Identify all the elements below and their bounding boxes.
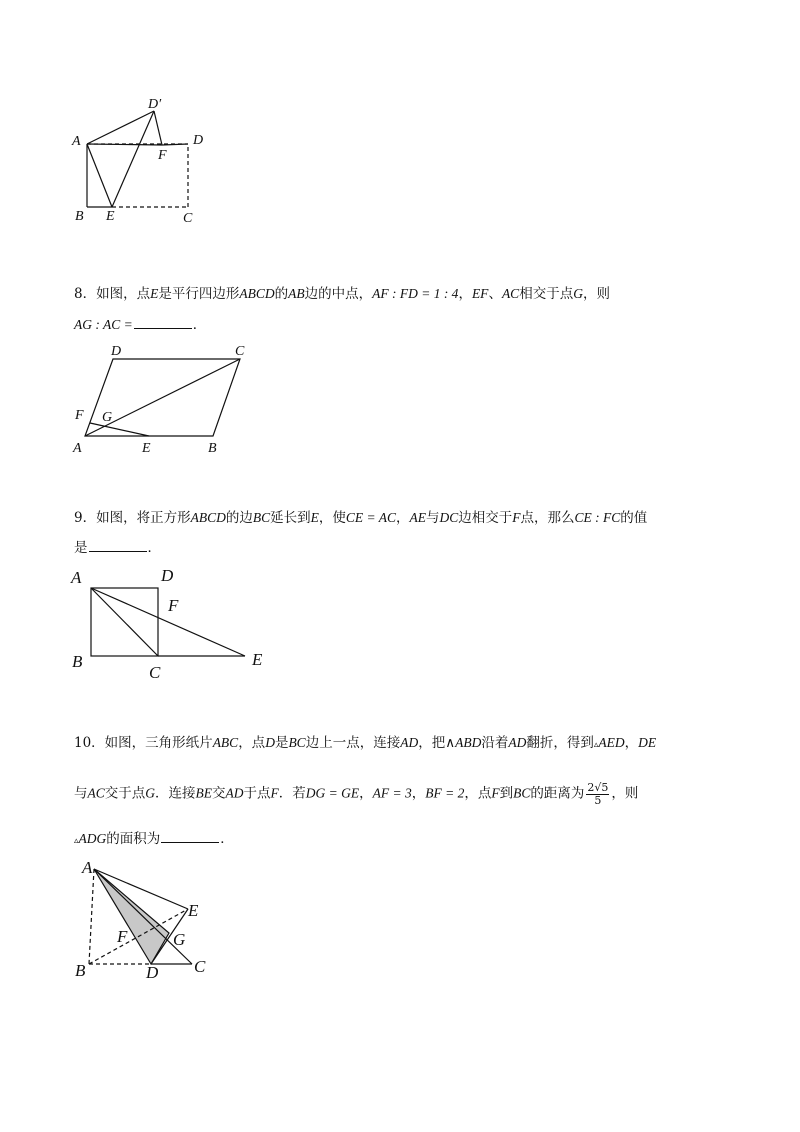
label-A: A — [72, 134, 81, 149]
segment-ADprime — [87, 111, 154, 144]
question-8-line-1: 8．如图，点E是平行四边形ABCD的AB边的中点，AF : FD = 1 : 4，EF、AC相交于点G，则 — [74, 286, 610, 302]
answer-blank-8 — [134, 327, 192, 329]
label-F: F — [75, 408, 84, 423]
label-D: D — [193, 133, 204, 148]
segment-AC — [91, 588, 158, 656]
question-8-line-2: AG : AC = ． — [74, 317, 207, 333]
figure-8-parallelogram — [65, 338, 265, 463]
label-Dprime: D′ — [148, 97, 162, 112]
fraction-distance: $\frac{2√5}{5}$ — [587, 781, 609, 807]
label-D: D — [161, 566, 174, 585]
segment-AE — [87, 144, 112, 207]
label-A: A — [82, 858, 93, 877]
label-D: D — [146, 963, 159, 982]
question-9-line-2: 是 ． — [74, 540, 161, 556]
segment-AB-dashed — [89, 869, 94, 964]
label-E: E — [188, 901, 199, 920]
label-E: E — [252, 650, 263, 669]
figure-9-square — [65, 562, 285, 687]
label-F: F — [117, 927, 128, 946]
question-9-line-1: 9．如图，将正方形ABCD的边BC延长到E，使CE = AC，AE与DC边相交于F点，那么CE : FC的值 — [74, 510, 648, 526]
label-B: B — [208, 441, 217, 456]
label-C: C — [183, 211, 193, 226]
label-C: C — [194, 957, 206, 976]
shaded-triangle-ADG — [94, 869, 169, 964]
segment-EDprime — [112, 111, 154, 207]
question-10-line-2: 与AC交于点G．连接BE交AD于点F．若DG = GE，AF = 3，BF = 2，点F到BC的距离为 $\frac{2√5}{5}$ ，则 — [74, 781, 639, 807]
label-E: E — [106, 209, 115, 224]
segment-DprimeF — [154, 111, 162, 145]
answer-blank-10 — [161, 841, 219, 843]
figure-7-fold — [60, 88, 220, 228]
label-F: F — [158, 148, 167, 163]
figure-10-triangle — [62, 850, 232, 985]
label-B: B — [75, 209, 84, 224]
label-F: F — [168, 596, 179, 615]
question-10-line-1: 10．如图，三角形纸片ABC，点D是BC边上一点，连接AD，把∧ABD沿着AD翻折，得到▵AED，DE — [74, 735, 657, 751]
label-A: A — [71, 568, 82, 587]
label-B: B — [72, 652, 83, 671]
label-C: C — [235, 344, 245, 359]
label-C: C — [149, 663, 161, 682]
label-G: G — [173, 930, 186, 949]
question-10-line-3: ▵ADG的面积为 ． — [74, 831, 234, 847]
label-A: A — [73, 441, 82, 456]
label-B: B — [75, 961, 86, 980]
label-D: D — [111, 344, 122, 359]
label-E: E — [142, 441, 151, 456]
label-G: G — [102, 410, 113, 425]
answer-blank-9 — [89, 550, 147, 552]
